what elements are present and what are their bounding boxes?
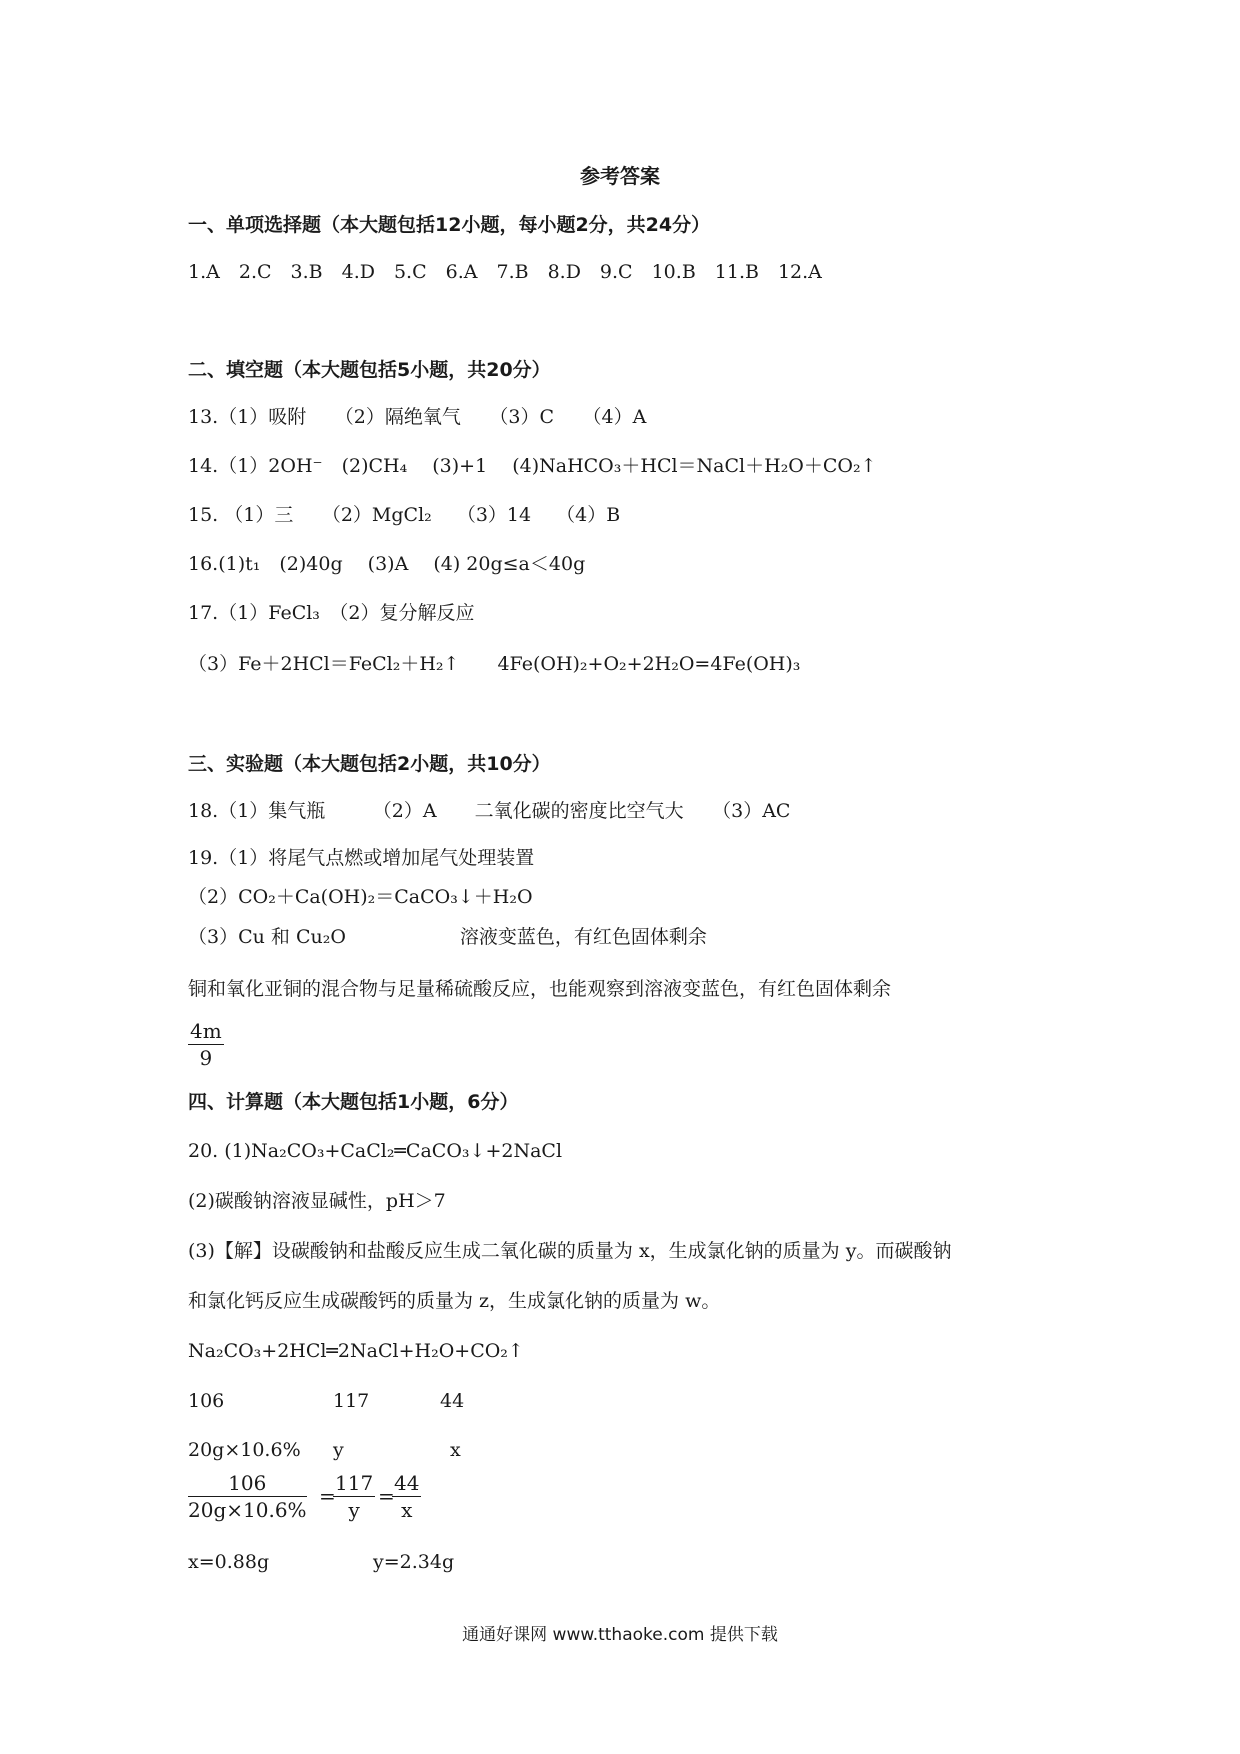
answer-15: 15. （1）三 （2）MgCl₂ （3）14 （4）B	[188, 504, 621, 526]
page-title: 参考答案	[580, 164, 660, 188]
section-1-answers: 1.A 2.C 3.B 4.D 5.C 6.A 7.B 8.D 9.C 10.B 11.B 12.A	[188, 261, 822, 283]
page-footer: 通通好课网 www.tthaoke.com 提供下载	[462, 1625, 778, 1645]
ratio-fraction-3	[392, 1470, 421, 1523]
ratio-fraction-1	[188, 1470, 307, 1523]
answer-20-part4: 和氯化钙反应生成碳酸钙的质量为 z，生成氯化钠的质量为 w。	[188, 1290, 721, 1312]
result-y: y=2.34g	[373, 1551, 455, 1573]
ratio-denominator-1: 20g×10.6%	[188, 1498, 307, 1522]
answer-19-part1: 19.（1）将尾气点燃或增加尾气处理装置	[188, 847, 535, 869]
answer-16: 16.(1)t₁ (2)40g (3)A (4) 20g≤a＜40g	[188, 553, 586, 575]
answer-19-part3: （3）Cu 和 Cu₂O 溶液变蓝色，有红色固体剩余	[188, 926, 707, 948]
ratio-fraction-2	[333, 1470, 375, 1523]
fraction-4m-over-9	[188, 1018, 224, 1071]
answer-20-part2: (2)碳酸钠溶液显碱性，pH＞7	[188, 1190, 446, 1212]
answer-17-part2: （3）Fe＋2HCl＝FeCl₂＋H₂↑ 4Fe(OH)₂+O₂+2H₂O=4Fe(OH)₃	[188, 653, 801, 675]
ratio-numerator-3: 44	[394, 1471, 420, 1495]
answer-20-part3: (3)【解】设碳酸钠和盐酸反应生成二氧化碳的质量为 x，生成氯化钠的质量为 y。而碳酸钠	[188, 1240, 952, 1262]
section-4-heading: 四、计算题（本大题包括1小题，6分）	[188, 1091, 519, 1113]
unknown-y: y	[333, 1439, 344, 1461]
reaction-equation: Na₂CO₃+2HCl═2NaCl+H₂O+CO₂↑	[188, 1340, 524, 1362]
ratio-numerator-1: 106	[188, 1470, 307, 1497]
fraction-numerator: 4m	[190, 1019, 222, 1043]
equals-sign: =	[319, 1484, 336, 1508]
ratio-denominator-3: x	[401, 1498, 413, 1522]
answer-20-part1: 20. (1)Na₂CO₃+CaCl₂═CaCO₃↓+2NaCl	[188, 1140, 563, 1162]
molar-mass-44: 44	[440, 1390, 465, 1412]
molar-mass-117: 117	[333, 1390, 370, 1412]
ratio-numerator-2: 117	[335, 1471, 374, 1495]
answer-18: 18.（1）集气瓶 （2）A 二氧化碳的密度比空气大 （3）AC	[188, 800, 791, 822]
answer-19-part2: （2）CO₂＋Ca(OH)₂＝CaCO₃↓＋H₂O	[188, 886, 533, 908]
molar-mass-106: 106	[188, 1390, 225, 1412]
unknown-x: x	[450, 1439, 461, 1461]
section-1-heading: 一、单项选择题（本大题包括12小题，每小题2分，共24分）	[188, 214, 711, 236]
answer-19-part4: 铜和氧化亚铜的混合物与足量稀硫酸反应，也能观察到溶液变蓝色，有红色固体剩余	[188, 978, 892, 1000]
ratio-denominator-2: y	[348, 1498, 360, 1522]
result-x: x=0.88g	[188, 1551, 270, 1573]
answer-13: 13.（1）吸附 （2）隔绝氧气 （3）C （4）A	[188, 406, 647, 428]
equals-sign: =	[378, 1484, 395, 1508]
answer-14: 14.（1）2OH⁻ (2)CH₄ (3)+1 (4)NaHCO₃＋HCl＝NaCl＋H₂O＋CO₂↑	[188, 455, 877, 477]
mass-sodium-carbonate: 20g×10.6%	[188, 1439, 301, 1461]
section-3-heading: 三、实验题（本大题包括2小题，共10分）	[188, 753, 551, 775]
answer-17-part1: 17.（1）FeCl₃ （2）复分解反应	[188, 602, 475, 624]
fraction-denominator: 9	[199, 1046, 213, 1070]
section-2-heading: 二、填空题（本大题包括5小题，共20分）	[188, 359, 551, 381]
